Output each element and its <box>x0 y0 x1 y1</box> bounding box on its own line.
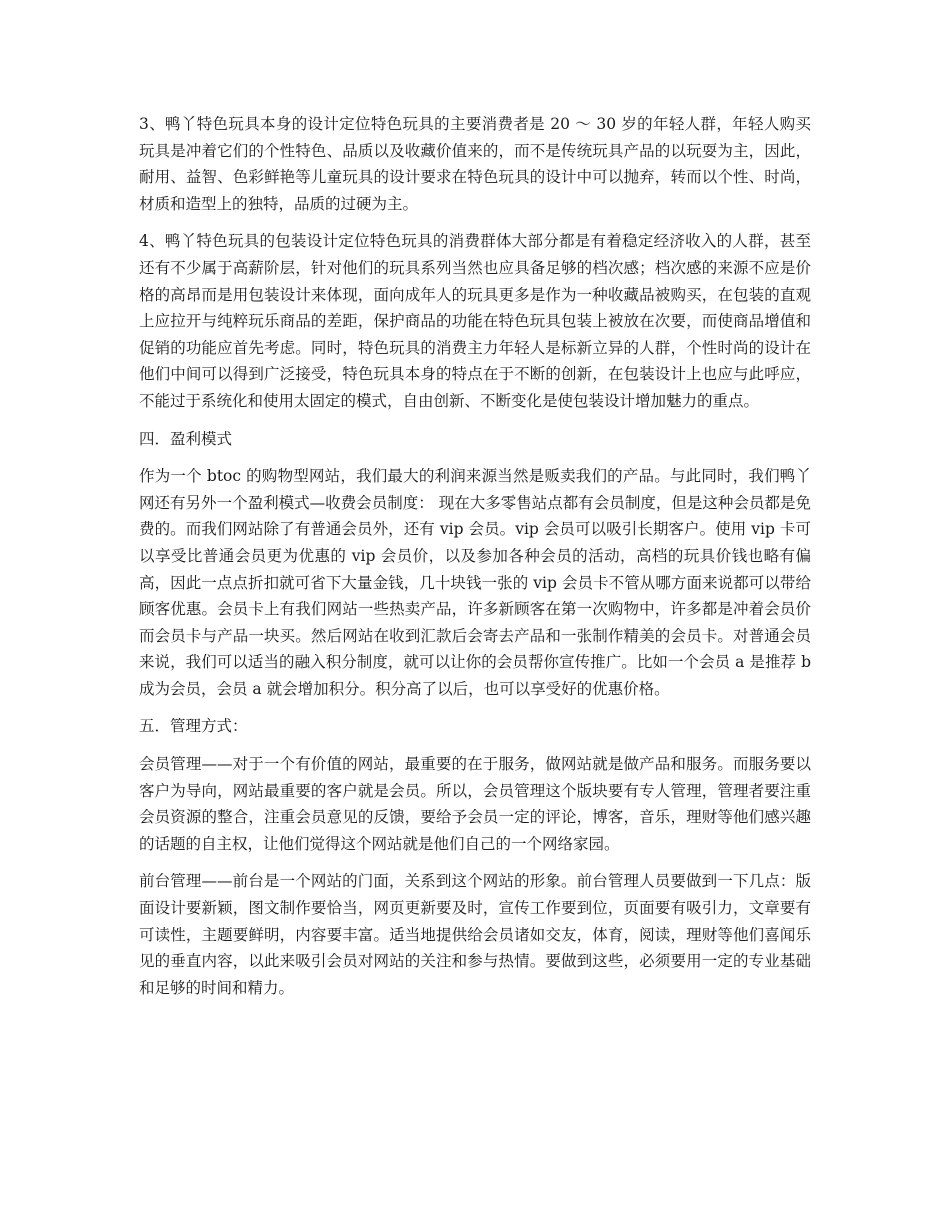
document-page <box>139 111 811 1012</box>
paragraph-profit-model: 作为一个 btoc 的购物型网站，我们最大的利润来源当然是贩卖我们的产品。与此同时，我们鸭丫网还有另外一个盈利模式—收费会员制度： 现在大多零售站点都有会员制度，但是这种会员都是免费的。而我们网站除了有普通会员外，还有 vip 会员。vip 会员可以吸引长期客户。使用 vip 卡可以享受比普通会员更为优惠的 vip 会员价，以及参加各种会员的活动，高档的玩具价钱也略有偏高，因此一点点折扣就可省下大量金钱，几十块钱一张的 vip 会员卡不管从哪方面来说都可以带给顾客优惠。会员卡上有我们网站一些热卖产品，许多新顾客在第一次购物中，许多都是冲着会员价而会员卡与产品一块买。然后网站在收到汇款后会寄去产品和一张制作精美的会员卡。对普通会员来说，我们可以适当的融入积分制度，就可以让你的会员帮你宣传推广。比如一个会员 a 是推荐 b 成为会员，会员 a 就会增加积分。积分高了以后，也可以享受好的优惠价格。 <box>139 467 811 698</box>
section-heading-profit-model: 四．盈利模式 <box>139 429 233 448</box>
paragraph-packaging-positioning: 4、鸭丫特色玩具的包装设计定位特色玩具的消费群体大部分都是有着稳定经济收入的人群，甚至还有不少属于高薪阶层，针对他们的玩具系列当然也应具备足够的档次感；档次感的来源不应是价格的高昂而是用包装设计来体现，面向成年人的玩具更多是作为一种收藏品被购买，在包装的直观上应拉开与纯粹玩乐商品的差距，保护商品的功能在特色玩具包装上被放在次要，而使商品增值和促销的功能应首先考虑。同时，特色玩具的消费主力年轻人是标新立异的人群，个性时尚的设计在他们中间可以得到广泛接受，特色玩具本身的特点在于不断的创新，在包装设计上也应与此呼应，不能过于系统化和使用太固定的模式，自由创新、不断变化是使包装设计增加魅力的重点。 <box>139 232 811 410</box>
section-heading-management: 五．管理方式： <box>139 717 248 736</box>
paragraph-design-positioning: 3、鸭丫特色玩具本身的设计定位特色玩具的主要消费者是 20 ～ 30 岁的年轻人群，年轻人购买玩具是冲着它们的个性特色、品质以及收藏价值来的，而不是传统玩具产品的以玩耍为主，因此，耐用、益智、色彩鲜艳等儿童玩具的设计要求在特色玩具的设计中可以抛弃，转而以个性、时尚，材质和造型上的独特，品质的过硬为主。 <box>139 115 811 213</box>
paragraph-front-desk-management: 前台管理——前台是一个网站的门面，关系到这个网站的形象。前台管理人员要做到一下几点：版面设计要新颖，图文制作要恰当，网页更新要及时，宣传工作要到位，页面要有吸引力，文章要有可读性，主题要鲜明，内容要丰富。适当地提供给会员诸如交友，体育，阅读，理财等他们喜闻乐见的垂直内容，以此来吸引会员对网站的关注和参与热情。要做到这些，必须要用一定的专业基础和足够的时间和精力。 <box>139 872 811 997</box>
paragraph-member-management: 会员管理——对于一个有价值的网站，最重要的在于服务，做网站就是做产品和服务。而服务要以客户为导向，网站最重要的客户就是会员。所以，会员管理这个版块要有专人管理，管理者要注重会员资源的整合，注重会员意见的反馈，要给予会员一定的评论，博客，音乐，理财等他们感兴趣的话题的自主权，让他们觉得这个网站就是他们自己的一个网络家园。 <box>139 755 811 853</box>
